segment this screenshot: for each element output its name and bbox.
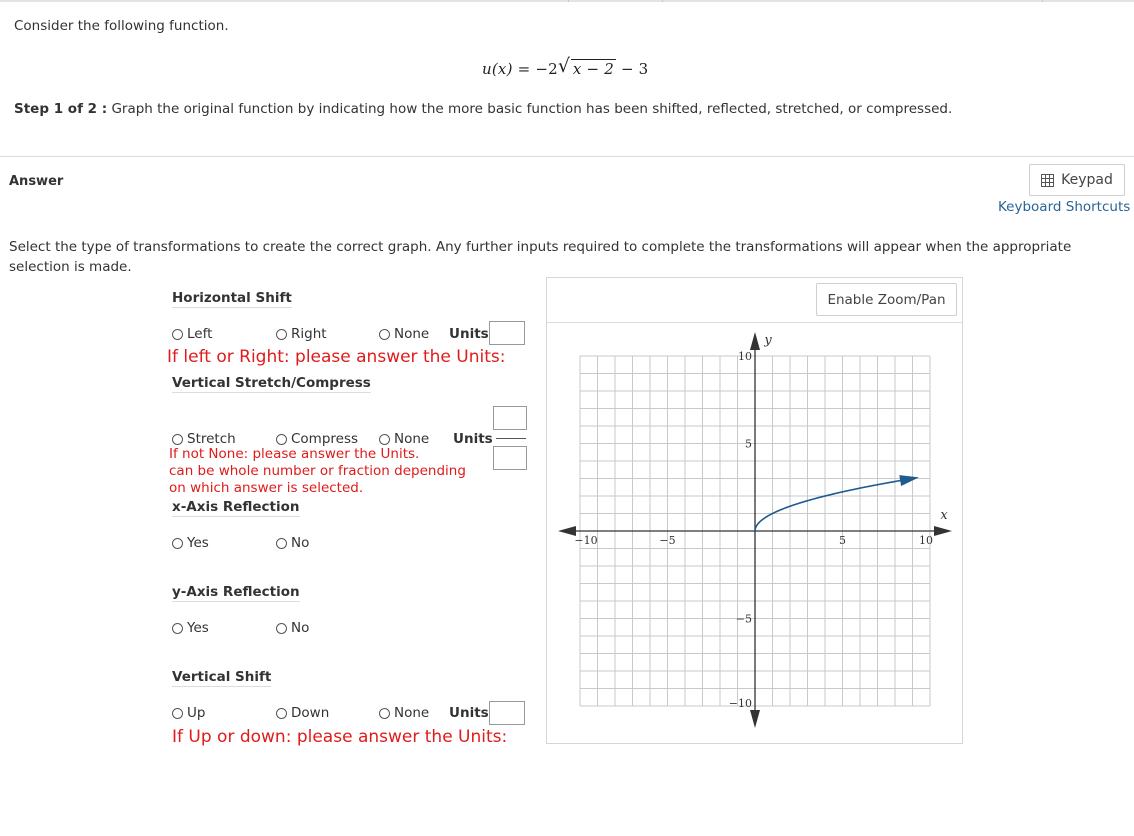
stretch-hint-line-2: can be whole number or fraction depending: [169, 463, 466, 479]
y-reflection-title: y-Axis Reflection: [172, 584, 300, 600]
enable-zoom-pan-button[interactable]: Enable Zoom/Pan: [816, 283, 957, 316]
y-axis-down-arrow: [750, 710, 760, 728]
y-axis-up-arrow: [750, 332, 760, 350]
radio-vertical-none-label: None: [394, 705, 430, 721]
square-root: √ x − 2: [557, 55, 614, 78]
radio-stretch-none-label: None: [394, 431, 430, 447]
x-tick-label: −10: [574, 534, 598, 547]
formula-lhs: u(x): [482, 60, 513, 78]
horizontal-shift-hint: If left or Right: please answer the Units:: [167, 347, 506, 367]
vertical-shift-hint: If Up or down: please answer the Units:: [172, 727, 508, 747]
radio-x-yes-label: Yes: [187, 535, 209, 551]
radio-right-label: Right: [291, 326, 327, 342]
x-tick-label: 5: [839, 534, 846, 547]
radio-compress-label: Compress: [291, 431, 359, 447]
formula-equals: =: [517, 60, 531, 78]
function-curve: [755, 478, 916, 531]
y-tick-label: 10: [738, 350, 752, 363]
step-label: Step 1 of 2 :: [14, 101, 108, 117]
stretch-units-label: Units: [453, 431, 493, 447]
horizontal-shift-title: Horizontal Shift: [172, 290, 292, 306]
y-tick-label: −10: [728, 697, 752, 710]
formula-tail: − 3: [620, 60, 649, 78]
formula-radicand: x − 2: [572, 60, 614, 78]
radio-left-label: Left: [187, 326, 213, 342]
y-tick-label: 5: [745, 437, 752, 451]
radio-stretch-label: Stretch: [187, 431, 236, 447]
keypad-label: Keypad: [1061, 172, 1113, 188]
answer-label: Answer: [9, 174, 64, 189]
radio-down-label: Down: [291, 705, 330, 721]
radio-up-label: Up: [187, 705, 206, 721]
curve-end-arrow: [899, 475, 919, 486]
question-prompt: Consider the following function.: [14, 18, 229, 34]
y-tick-label: −5: [735, 612, 752, 626]
radio-y-yes-label: Yes: [187, 620, 209, 636]
x-tick-label: −5: [659, 534, 676, 547]
x-axis-right-arrow: [934, 526, 952, 536]
x-axis-left-arrow: [558, 526, 576, 536]
radio-x-no-label: No: [291, 535, 310, 551]
keyboard-shortcuts-link[interactable]: Keyboard Shortcuts: [998, 199, 1131, 215]
stretch-hint-line-1: If not None: please answer the Units.: [169, 446, 420, 462]
answer-instructions: Select the type of transformations to create the correct graph. Any further inputs required to complete the transformations will appear when the appropriate selection is made.: [9, 239, 1072, 275]
radio-y-no-label: No: [291, 620, 310, 636]
vertical-units-label: Units: [449, 705, 489, 721]
step-text: Graph the original function by indicating how the more basic function has been shifted, reflected, stretched, or compressed.: [111, 101, 953, 117]
stretch-hint-line-3: on which answer is selected.: [169, 480, 364, 496]
y-axis-label: y: [764, 333, 772, 348]
radio-horizontal-none-label: None: [394, 326, 430, 342]
horizontal-units-label: Units: [449, 326, 489, 342]
formula-coefficient: −2: [535, 60, 558, 78]
x-tick-label: 10: [919, 534, 933, 547]
vertical-shift-title: Vertical Shift: [172, 669, 272, 685]
x-reflection-title: x-Axis Reflection: [172, 499, 300, 515]
vertical-stretch-title: Vertical Stretch/Compress: [172, 375, 371, 391]
x-axis-label: x: [940, 508, 948, 523]
